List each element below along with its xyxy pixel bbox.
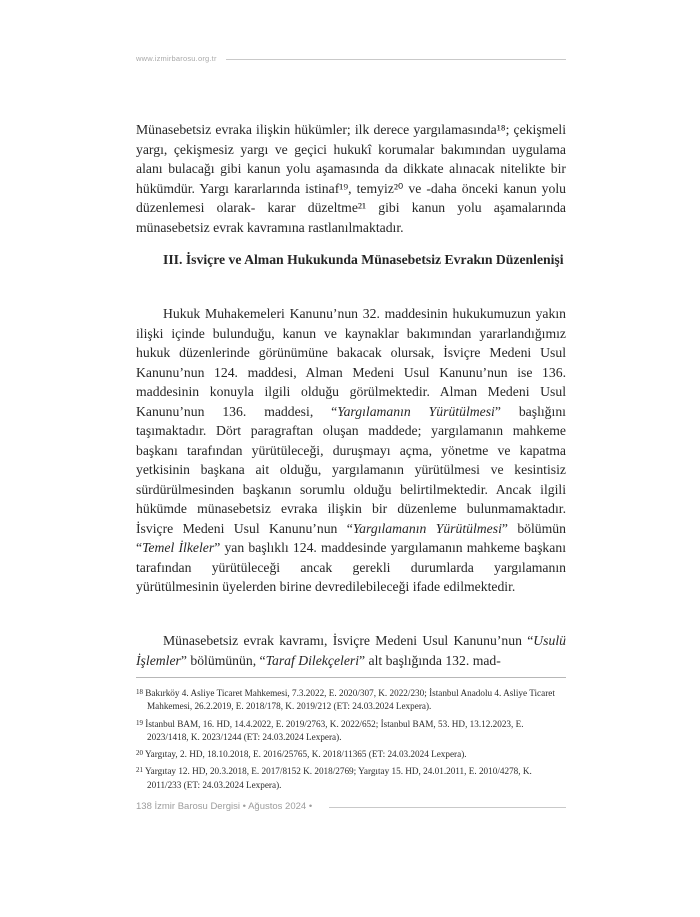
section-heading: III. İsviçre ve Alman Hukukunda Münasebetsiz Evrakın Düzenlenişi xyxy=(163,252,564,267)
footnote xyxy=(136,686,566,714)
header-rule xyxy=(226,59,566,60)
paragraph-2 xyxy=(136,304,566,597)
paragraph-2-text-3: ” bölümün “ xyxy=(136,520,566,555)
paragraph-1 xyxy=(136,120,566,237)
footnote-number: 20 xyxy=(136,749,143,758)
footnote-number: 21 xyxy=(136,766,143,775)
paragraph-3-text-3: ” alt başlığında 132. mad- xyxy=(359,652,501,668)
footnotes xyxy=(136,686,566,795)
paragraph-3-text-1: Münasebetsiz evrak kavramı, İsviçre Medeni Usul Kanunu’nun “ xyxy=(163,633,534,648)
header-url: www.izmirbarosu.org.tr xyxy=(136,54,217,63)
paragraph-2-italic-3: Temel İlkeler xyxy=(142,540,215,555)
paragraph-2-italic-1: Yargılamanın Yürütülmesi xyxy=(337,403,495,419)
footnote xyxy=(136,747,566,761)
page-header xyxy=(136,54,566,68)
footnote xyxy=(136,717,566,745)
paragraph-3 xyxy=(136,631,566,670)
paragraph-1-text: Münasebetsiz evraka ilişkin hükümler; ilk derece yargılamasında¹⁸; çekişmeli yargı, çekişmesiz yargı ve geçici hukukî korumalar bakımından uygulama alanı bulacağı gibi kanun yolu aşamasında da dikkate alınacak nitelikte bir hükümdür. Yargı kararlarında istinaf¹⁹, temyiz²⁰ ve -daha önceki kanun yolu düzenlemesi olarak- karar düzeltme²¹ gibi kanun yolu aşamalarında münasebetsiz evrak kavramına rastlanılmaktadır. xyxy=(136,122,566,235)
footnote-number: 19 xyxy=(136,718,143,727)
footnote-divider xyxy=(136,677,566,678)
paragraph-3-italic-1: Usulü İşlemler xyxy=(136,633,566,668)
paragraph-2-text-2: ” başlığını taşımaktadır. Dört paragraftan oluşan maddede; yargılamanın mahkeme başkanı tarafından yürütüleceği, duruşmayı açma, yönetme ve kapatma yetkisinin başkana ait olduğu, yargılamanın yürütülmesi ve kesintisiz sürdürülmesinden başkanın sorumlu olduğu belirtilmektedir. Ancak ilgili hükümde münasebetsiz evraka ilişkin bir düzenleme bulunmamaktadır. İsviçre Medeni Usul Kanunu’nun “ xyxy=(136,403,566,536)
paragraph-3-italic-2: Taraf Dilekçeleri xyxy=(265,652,360,668)
paragraph-2-text-1: Hukuk Muhakemeleri Kanunu’nun 32. maddesinin hukukumuzun yakın ilişki içinde bulunduğu, kanun ve kaynaklar bakımından yararlandığımız hukuk düzenlerinde görünümüne bakacak olursak, İsviçre Medeni Usul Kanunu’nun 124. maddesi, Alman Medeni Usul Kanunu’nun ise 136. maddesinin konuyla ilgili olduğu görülmektedir. Alman Medeni Usul Kanunu’nun 136. maddesi, “ xyxy=(136,306,566,419)
paragraph-3-text-2: ” bölümünün, “ xyxy=(180,652,266,668)
footnote xyxy=(136,764,566,792)
paragraph-2-text-4: ” yan başlıklı 124. maddesinde yargılamanın mahkeme başkanı tarafından yürütüleceği ancak gerekli durumlarda yargılamanın yürütülmesinin üyelerden birine devredilebileceği ifade edilmektedir. xyxy=(136,540,566,594)
paragraph-2-italic-2: Yargılamanın Yürütülmesi xyxy=(352,520,502,536)
footnote-text: Yargıtay, 2. HD, 18.10.2018, E. 2016/25765, K. 2018/11365 (ET: 24.03.2024 Lexpera). xyxy=(144,749,467,760)
footer-rule xyxy=(329,807,566,808)
footnote-number: 18 xyxy=(136,688,143,696)
page-footer xyxy=(136,801,566,815)
footer-text: 138 İzmir Barosu Dergisi • Ağustos 2024 • xyxy=(136,801,313,812)
footnote-text: İstanbul BAM, 16. HD, 14.4.2022, E. 2019/2763, K. 2022/652; İstanbul BAM, 53. HD, 13.12.2023, E. 2023/1418, K. 2023/1244 (ET: 24.03.2024 Lexpera). xyxy=(145,718,524,742)
footnote-text: Bakırköy 4. Asliye Ticaret Mahkemesi, 7.3.2022, E. 2020/307, K. 2022/230; İstanbul Anadolu 4. Asliye Ticaret Mahkemesi, 26.2.2019, E. 2018/178, K. 2019/212 (ET: 24.03.2024 Lexpera). xyxy=(145,688,555,712)
footnote-text: Yargıtay 12. HD, 20.3.2018, E. 2017/8152 K. 2018/2769; Yargıtay 15. HD, 24.01.2011, E. 2010/4278, K. 2011/233 (ET: 24.03.2024 Lexpera). xyxy=(144,766,532,790)
